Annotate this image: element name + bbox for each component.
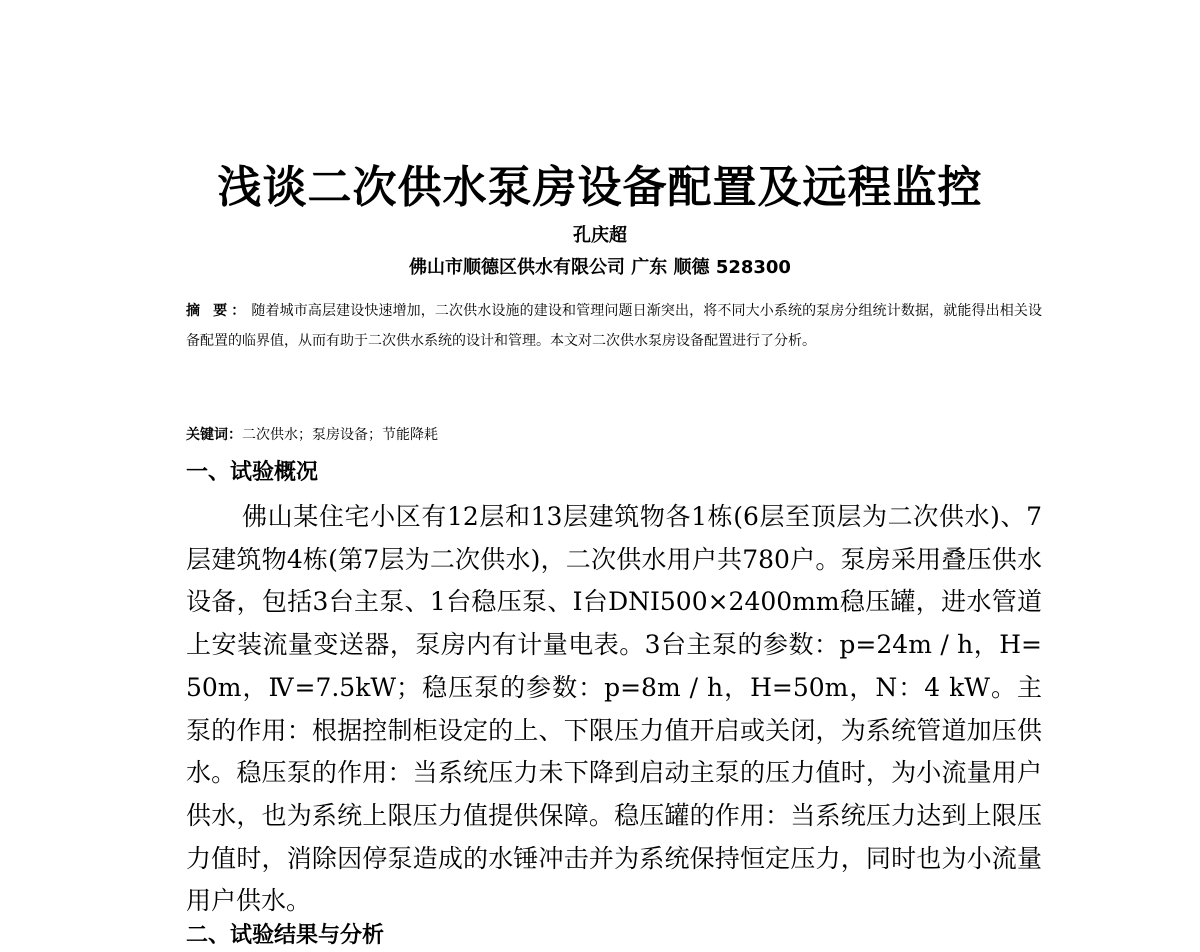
abstract-label: 摘 要： <box>186 303 250 319</box>
author-affiliation: 佛山市顺德区供水有限公司 广东 顺德 528300 <box>409 257 791 278</box>
keywords <box>186 422 1042 448</box>
section-1-paragraph: 佛山某住宅小区有12层和13层建筑物各1栋(6层至顶层为二次供水)、7层建筑物4栋(第7层为二次供水)，二次供水用户共780户。泵房采用叠压供水设备，包括3台主泵、1台稳压泵、I台DNI500×2400mm稳压罐，进水管道上安装流量变送器，泵房内有计量电表。3台主泵的参数：p=24m / h，H=50m，Ⅳ=7.5kW；稳压泵的参数：p=8m / h，H=50m，N：4 kW。主泵的作用：根据控制柜设定的上、下限压力值开启或关闭，为系统管道加压供水。稳压泵的作用：当系统压力未下降到启动主泵的压力值时，为小流量用户供水，也为系统上限压力值提供保障。稳压罐的作用：当系统压力达到上限压力值时，消除因停泵造成的水锤冲击并为系统保持恒定压力，同时也为小流量用户供水。 <box>186 502 1042 916</box>
paper-title: 浅谈二次供水泵房设备配置及远程监控 <box>217 162 983 213</box>
keywords-label: 关键词： <box>186 427 242 443</box>
abstract-text: 随着城市高层建设快速增加，二次供水设施的建设和管理问题日渐突出，将不同大小系统的泵房分组统计数据，就能得出相关设备配置的临界值，从而有助于二次供水系统的设计和管理。本文对二次供水泵房设备配置进行了分析。 <box>186 303 1042 349</box>
author-name: 孔庆超 <box>573 225 627 246</box>
section-heading-2: 二、试验结果与分析 <box>186 923 385 948</box>
abstract <box>186 296 1042 356</box>
keywords-text: 二次供水；泵房设备；节能降耗 <box>242 427 438 443</box>
section-heading-1: 一、试验概况 <box>186 460 319 485</box>
